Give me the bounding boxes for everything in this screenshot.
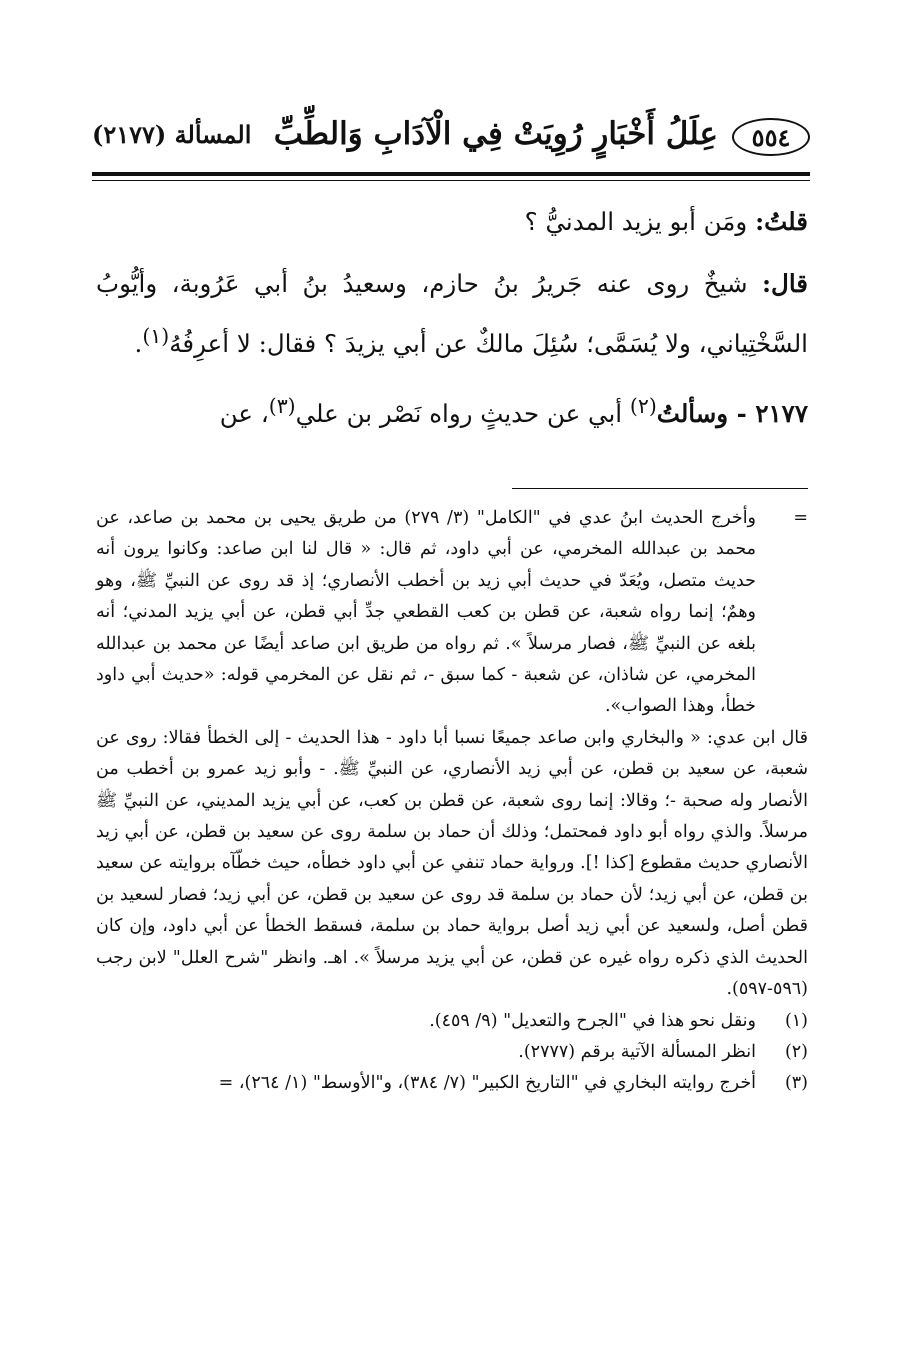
continuation-mark: = (793, 508, 808, 528)
footnote-2 (96, 1037, 808, 1068)
footnote-2-mark: (٢) (784, 1041, 808, 1062)
issue-paragraph (96, 380, 808, 440)
header-rule-thin (92, 180, 810, 181)
question-paragraph (96, 196, 808, 248)
main-text (96, 196, 808, 440)
issue-reference: المسألة (٢١٧٧) (92, 120, 252, 149)
continuation-text: وأخرج الحديث ابنُ عدي في "الكامل" (٣/ ٢٧٩) من طريق يحيى بن محمد بن صاعد، عن محمد بن عبدالله المخرمي، عن أبي داود، ثم قال: « قال لنا ابن صاعد: وكانوا يرون أنه حديث متصل، ويُعَدّ في حديث أبي زيد بن أخطب الأنصاري؛ إذ قد روى عن النبيِّ ﷺ، وهو وهمٌ؛ إنما رواه شعبة، عن قطن بن كعب القطعي جدِّ أبي قطن، عن أبي يزيد المدني؛ أنه بلغه عن النبيِّ ﷺ، فصار مرسلاً ». ثم رواه من طريق ابن صاعد أيضًا عن محمد بن عبدالله المخرمي، عن شاذان، عن شعبة - كما سبق -، ثم نقل عن المخرمي قوله: «حديث أبي داود خطأ، وهذا الصواب». (96, 508, 757, 717)
answer-end: . (134, 329, 143, 359)
footnote-1-text: ونقل نحو هذا في "الجرح والتعديل" (٩/ ٤٥٩). (429, 1010, 756, 1031)
footnote-1-mark: (١) (784, 1010, 808, 1031)
footnote-separator (512, 488, 808, 489)
footnote-continuation (96, 503, 808, 723)
issue-end: ، عن (219, 399, 269, 429)
footnote-3 (96, 1068, 808, 1099)
answer-label: قال: (761, 269, 808, 298)
header-rule-thick (92, 172, 810, 176)
answer-text: شيخٌ روى عنه جَريرُ بنُ حازم، وسعيدُ بنُ أبي عَرُوبة، وأيُّوبُ السَّخْتِياني، ولا يُسَمَّى؛ سُئِلَ مالكٌ عن أبي يزيدَ ؟ فقال: لا أعرِفُهُ (96, 269, 808, 359)
page-number: ٥٥٤ (732, 118, 810, 156)
footnote-3-text: أخرج روايته البخاري في "التاريخ الكبير" (٧/ ٣٨٤)، و"الأوسط" (١/ ٢٦٤)، = (218, 1073, 756, 1094)
footnote-2-text: انظر المسألة الآتية برقم (٢٧٧٧). (518, 1041, 756, 1062)
footnote-3-mark: (٣) (784, 1073, 808, 1094)
continuation-text-2: قال ابن عدي: « والبخاري وابن صاعد جميعًا نسبا أبا داود - هذا الحديث - إلى الخطأ فقالا: روى عن شعبة، عن سعيد بن قطن، عن أبي زيد الأنصاري، عن النبيِّ ﷺ. - وأبو زيد عمرو بن أخطب من الأنصار وله صحبة -؛ وقالا: إنما روى شعبة، عن قطن بن كعب، عن أبي يزيد المديني، عن النبيِّ ﷺ مرسلاً. والذي رواه أبو داود فمحتمل؛ وذلك أن حماد بن سلمة روى عن سعيد بن قطن، عن أبي زيد الأنصاري حديث مقطوع [كذا !]. ورواية حماد تنفي عن أبي داود خطأه، حيث خطّآه بروايته عن سعيد بن قطن، عن أبي زيد؛ لأن حماد بن سلمة قد روى عن سعيد بن قطن، عن أبي زيد؛ فصار لسعيد بن قطن أصل، ولسعيد عن أبي زيد أصل برواية حماد بن سلمة، فسقط الخطأ عن أبي داود، وإن كان الحديث الذي ذكره رواه غيره عن قطن، عن أبي يزيد مرسلاً ». اهـ. وانظر "شرح العلل" لابن رجب (٥٩٦-٥٩٧). (96, 727, 808, 1000)
issue-label: ٢١٧٧ - وسألتُ (656, 399, 808, 429)
question-label: قلتُ: (755, 207, 808, 236)
question-text: ومَن أبو يزيد المدنيُّ ؟ (524, 207, 748, 236)
footnote-1 (96, 1006, 808, 1037)
page-header (92, 118, 810, 158)
footnote-ref-1[interactable]: (١) (142, 324, 170, 348)
issue-text: أبي عن حديثٍ رواه نَصْر بن علي (295, 399, 623, 429)
answer-paragraph (96, 258, 808, 370)
book-title: عِلَلُ أَخْبَارٍ رُوِيَتْ فِي الْآدَابِ وَالطِّبِّ (273, 116, 718, 152)
footnote-ref-3[interactable]: (٣) (268, 394, 296, 419)
footnote-ref-2[interactable]: (٢) (629, 394, 657, 419)
footnotes (96, 503, 808, 1100)
